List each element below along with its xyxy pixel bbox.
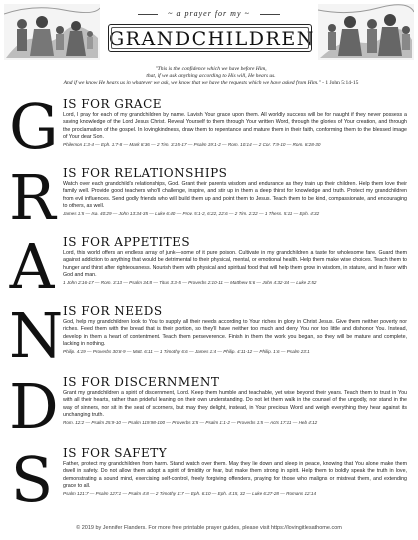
section-heading: IS FOR RELATIONSHIPS	[63, 166, 228, 180]
section-relationships	[63, 167, 407, 217]
section-heading: IS FOR GRACE	[63, 97, 163, 111]
section-appetites	[63, 236, 407, 286]
verse-reference: - 1 John 5:14-15	[322, 80, 359, 86]
section-body: Watch over each grandchild's relationships, God. Grant their parents wisdom and endurance as they train up their children. Help them love their family well. Provide good teachers who'll challenge, inspire, and stir up in them a deep thirst for knowledge and truth. Protect my grandchildren from evil influences. Send godly friends who will build them up and point them to Jesus. Teach them to be kind, compassionate, and encouraging to others, as well.	[63, 181, 407, 209]
section-body: Lord, I pray for each of my grandchildren by name. Lavish Your grace upon them. All worldly success will be for naught if they never possess a saving knowledge of the Lord Jesus Christ. Reveal Yourself to them through Your written Word, through the glories of Your creation, and through the proclamation of the gospel. In lovingkindness, draw them to repentance and mature them in their faith, conforming them to the blessed image of Your dear Son.	[63, 112, 407, 140]
verse-line-3-wrap	[16, 80, 406, 87]
section-heading: IS FOR SAFETY	[63, 446, 168, 460]
family-engraving-left-icon	[4, 4, 100, 60]
section-references: Psalm 121:7 — Psalm 127:1 — Psalm 4:8 — 2 Timothy 1:7 — Eph. 6:10 — Eph. 4:15, 32 — Luke 6:27-28 — Romans 12:14	[63, 491, 316, 497]
section-body: Lord, this world offers an endless array of junk—some of it pure poison. Cultivate in my grandchildren a taste for wholesome fare. Guard them against addiction to anything that would be detrimental to their physical, mental, or emotional health. Help them make wise choices. Teach them to hunger and thirst after righteousness. Nourish them with physical and spiritual food that will help them grow in wisdom, in stature, and in favor with God and man.	[63, 250, 407, 278]
section-grace	[63, 98, 407, 148]
scripture-verse	[16, 66, 406, 87]
section-body: Grant my grandchildren a spirit of discernment, Lord. Keep them humble and teachable, yet wise beyond their years. Teach them to trust in You with all their hearts, rather than prideful leaning on their own understanding. Do not let them walk in the counsel of the ungodly, nor stand in the way of sinners, nor sit in the seat of scorners, but may they delight, instead, in Your precious Word and weigh everything they hear against its unchanging truth.	[63, 390, 407, 418]
header	[0, 0, 418, 95]
section-heading: IS FOR DISCERNMENT	[63, 375, 220, 389]
section-body: God, help my grandchildren look to You to supply all their needs according to Your riches in glory in Christ Jesus. Give them neither poverty nor riches. Feed them with the bread that is their portion, so they'll have neither too much and deny You nor too little and dishonor You. Instead, develop in them a heart of contentment. Teach them perseverence. Finish in them the work you began, so they will be mature and complete, lacking in nothing.	[63, 319, 407, 347]
section-references: James 1:5 — Isa. 40:29 — John 13:34-35 — Luke 6:40 — Prov. 5:1-2, 6:22, 22:6 — 2 Tim. 2:22 — 1 Thess. 5:11 — Eph. 4:32	[63, 211, 320, 217]
section-references: Philip. 4:19 — Proverbs 30:8-9 — Matt. 6:11 — 1 Timothy 6:6 — James 1:4 — Philip. 4:11-12 — Philip. 1:6 — Psalm 23:1	[63, 349, 310, 355]
verse-line-1: "This is the confidence which we have before Him,	[155, 66, 267, 72]
section-heading: IS FOR NEEDS	[63, 304, 163, 318]
page-title: GRANDCHILDREN	[109, 28, 315, 50]
subtitle: ~ a prayer for my ~	[140, 9, 278, 18]
section-references: 1 John 2:16-17 — Rom. 3:13 — Psalm 34:8 — Titus 3:3-5 — Proverbs 2:10-11 — Matthew 5:6 — John 4:32-34 — Luke 2:52	[63, 280, 317, 286]
verse-line-3: And if we know He hears us in whatever we ask, we know that we have the requests which we have asked from Him."	[63, 80, 321, 86]
title-frame	[108, 24, 315, 52]
initial-letter-g: G	[9, 90, 59, 163]
verse-line-2: that, if we ask anything according to His will, He hears us.	[146, 73, 276, 79]
section-safety	[63, 447, 407, 497]
section-references: Rom. 12:2 — Psalm 25:9-10 — Psalm 119:98-100 — Proverbs 3:5 — Psalm 1:1-2 — Proverbs 1:5 — Acts 17:11 — Heb 4:12	[63, 420, 318, 426]
initial-letter-s: S	[10, 443, 54, 516]
section-discernment	[63, 376, 407, 426]
initial-letter-r: R	[9, 161, 56, 234]
initial-letter-a: A	[9, 230, 55, 303]
initial-letter-n: N	[9, 299, 64, 372]
section-body: Father, protect my grandchildren from harm. Stand watch over them. May they lie down and sleep in peace, knowing that You alone make them dwell in safety. Do not allow them adopt a spirit of timidity or fear, but make them strong in spirit. Help them to boldly speak the truth in love, demonstrating a sound mind, exercising self-control, freely forgiving offenders, praying for those who maligns or mistreat them, and extending grace to all.	[63, 461, 407, 489]
section-needs	[63, 305, 407, 355]
section-references: Philemon 1:3-4 — Eph. 1:7-8 — Mark 8:36 — 2 Tim. 3:15-17 — Psalm 19:1-2 — Rom. 10:14 — 2 Cor. 7:9-10 — Rom. 8:28-30	[63, 142, 321, 148]
copyright-footer: © 2019 by Jennifer Flanders. For more free printable prayer guides, please visit https://lovingitlesathome.com	[76, 525, 342, 531]
family-engraving-right-icon	[318, 4, 414, 60]
initial-letter-d: D	[9, 370, 59, 443]
section-heading: IS FOR APPETITES	[63, 235, 191, 249]
